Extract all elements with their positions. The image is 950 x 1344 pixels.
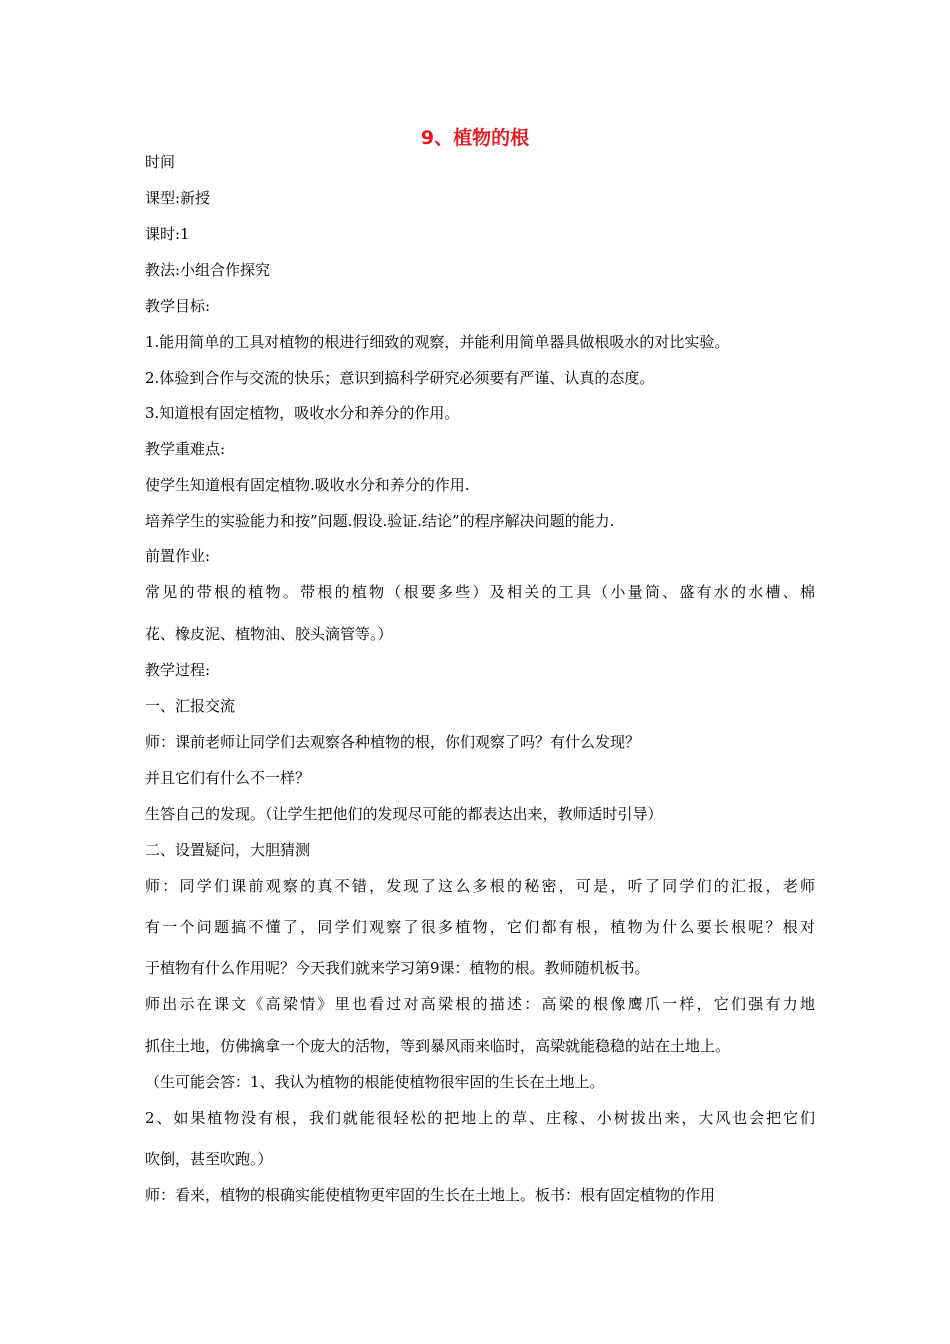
paragraph-line: 2.体验到合作与交流的快乐；意识到搞科学研究必须要有严谨、认真的态度。: [145, 369, 655, 387]
paragraph-line: 并且它们有什么不一样？: [145, 769, 311, 787]
paragraph-line: 培养学生的实验能力和按”问题.假设.验证.结论”的程序解决问题的能力.: [145, 512, 615, 530]
paragraph-line: 花、橡皮泥、植物油、胶头滴管等。）: [145, 625, 393, 643]
paragraph-line: 吹倒，甚至吹跑。）: [145, 1150, 273, 1168]
paragraph-line: 生答自己的发现。（让学生把他们的发现尽可能的都表达出来，教师适时引导）: [145, 805, 663, 823]
paragraph-line: 课时:1: [145, 225, 190, 243]
paragraph-line: 二、设置疑问，大胆猜测: [145, 841, 311, 859]
paragraph-line: 课型:新授: [145, 189, 211, 207]
paragraph-line: 教法:小组合作探究: [145, 261, 271, 279]
paragraph-line: 时间: [145, 153, 176, 171]
paragraph-line: 师：同学们课前观察的真不错，发现了这么多根的秘密，可是，听了同学们的汇报，老师: [145, 877, 815, 895]
paragraph-line: （生可能会答：1、我认为植物的根能使植物很牢固的生长在土地上。: [145, 1073, 605, 1091]
paragraph-line: 教学过程:: [145, 661, 211, 679]
page-title: 9、植物的根: [420, 127, 530, 149]
paragraph-line: 教学重难点:: [145, 440, 226, 458]
paragraph-line: 于植物有什么作用呢？今天我们就来学习第9课：植物的根。教师随机板书。: [145, 959, 650, 977]
paragraph-line: 前置作业:: [145, 547, 211, 565]
paragraph-line: 师出示在课文《高梁情》里也看过对高梁根的描述：高梁的根像鹰爪一样，它们强有力地: [145, 995, 815, 1013]
paragraph-line: 师：课前老师让同学们去观察各种植物的根，你们观察了吗？有什么发现？: [145, 733, 641, 751]
paragraph-line: 师：看来，植物的根确实能使植物更牢固的生长在土地上。板书：根有固定植物的作用: [145, 1186, 716, 1204]
paragraph-line: 1.能用简单的工具对植物的根进行细致的观察，并能利用简单器具做根吸水的对比实验。: [145, 333, 730, 351]
paragraph-line: 教学目标:: [145, 297, 211, 315]
paragraph-line: 一、汇报交流: [145, 697, 236, 715]
paragraph-line: 3.知道根有固定植物，吸收水分和养分的作用。: [145, 404, 460, 422]
paragraph-line: 抓住土地，仿佛擒拿一个庞大的活物，等到暴风雨来临时，高梁就能稳稳的站在土地上。: [145, 1037, 731, 1055]
paragraph-line: 2、如果植物没有根，我们就能很轻松的把地上的草、庄稼、小树拔出来，大风也会把它们: [145, 1109, 815, 1127]
paragraph-line: 常见的带根的植物。带根的植物（根要多些）及相关的工具（小量筒、盛有水的水槽、棉: [145, 583, 815, 601]
paragraph-line: 有一个问题搞不懂了，同学们观察了很多植物，它们都有根，植物为什么要长根呢？根对: [145, 918, 815, 936]
paragraph-line: 使学生知道根有固定植物.吸收水分和养分的作用.: [145, 476, 470, 494]
